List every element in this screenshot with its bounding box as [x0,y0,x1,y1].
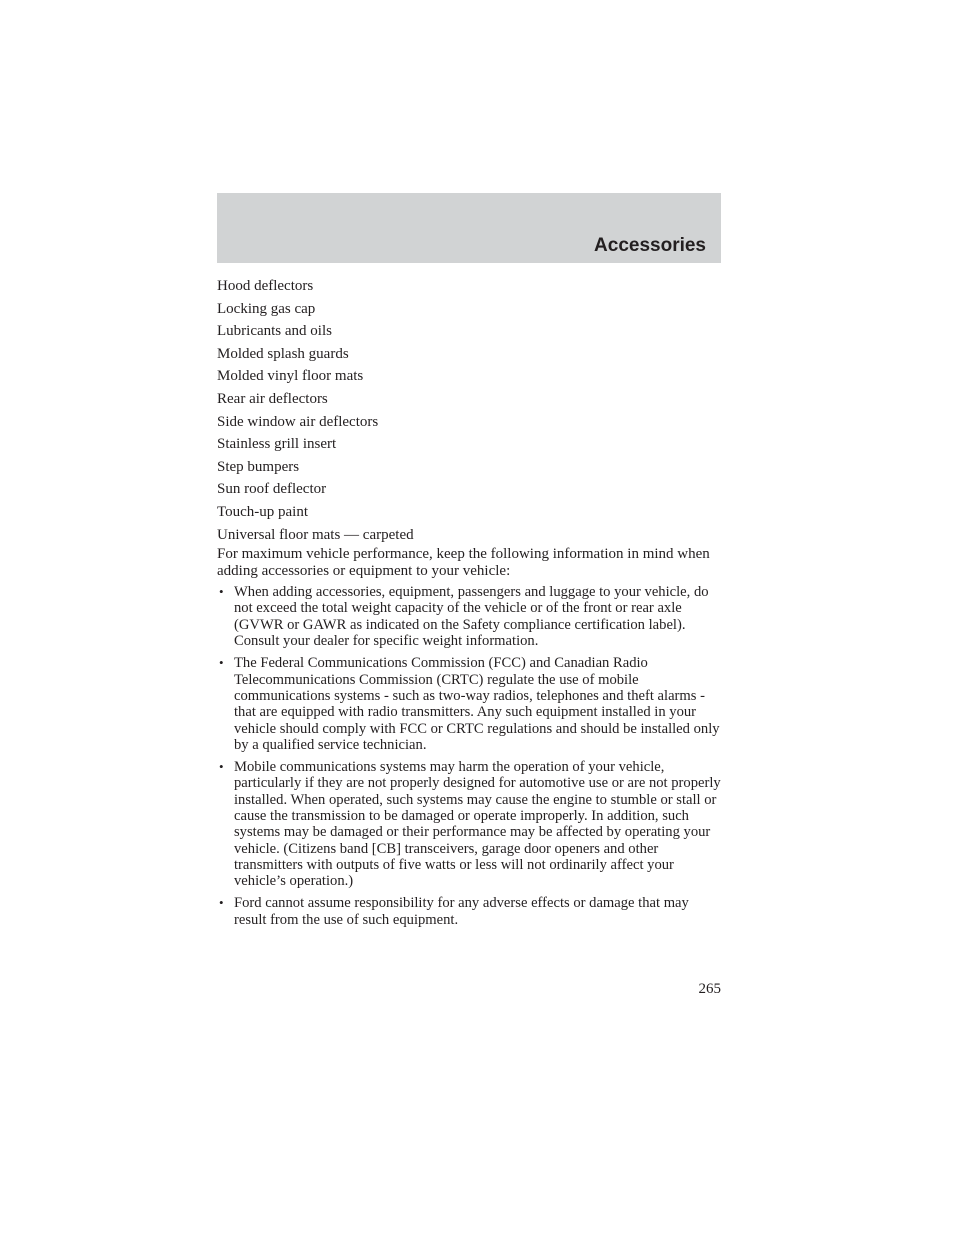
accessory-item: Molded splash guards [217,345,349,362]
accessory-list [217,275,723,546]
page-content [217,275,723,934]
page-number: 265 [698,981,721,997]
accessory-item: Locking gas cap [217,300,316,317]
guideline-text: Ford cannot assume responsibility for any adverse effects or damage that may result from the use of such equipment. [234,895,689,928]
accessory-item: Step bumpers [217,458,300,475]
guideline-item [217,655,723,753]
bullet-icon: • [219,584,224,600]
accessory-item: Sun roof deflector [217,481,327,498]
accessory-item: Hood deflectors [217,278,314,294]
intro-paragraph: For maximum vehicle performance, keep the following information in mind when adding accessories or equipment to your vehicle: [217,546,710,579]
guideline-text: Mobile communications systems may harm the operation of your vehicle, particularly if they are not properly designed for automotive use or are not properly installed. When operated, such systems may cause the engine to stumble or stall or cause the transmission to be damaged or operate improperly. In addition, such systems may be damaged or their performance may be affected by operating your vehicle. (Citizens band [CB] transceivers, garage door openers and other transmitters with outputs of five watts or less will not ordinarily affect your vehicle’s operation.) [234,759,721,890]
guideline-item [217,895,723,928]
accessory-item: Lubricants and oils [217,323,332,340]
guideline-text: The Federal Communications Commission (FCC) and Canadian Radio Telecommunications Commission (CRTC) regulate the use of mobile communications systems - such as two-way radios, telephones and theft alarms - that are equipped with radio transmitters. Any such equipment installed in your vehicle should comply with FCC or CRTC regulations and should be installed only by a qualified service technician. [234,655,720,753]
accessory-item: Touch-up paint [217,503,309,520]
section-title: Accessories [594,235,706,256]
accessory-item: Side window air deflectors [217,413,379,430]
bullet-icon: • [219,655,224,671]
guideline-item [217,584,723,649]
guidelines-list [217,584,723,928]
guideline-item [217,759,723,889]
section-header-band [217,193,721,263]
accessory-item: Rear air deflectors [217,390,328,407]
accessory-item: Stainless grill insert [217,436,337,453]
bullet-icon: • [219,895,224,911]
accessory-item: Universal floor mats — carpeted [217,526,414,543]
bullet-icon: • [219,759,224,775]
accessory-item: Molded vinyl floor mats [217,368,364,385]
guideline-text: When adding accessories, equipment, passengers and luggage to your vehicle, do not exceed the total weight capacity of the vehicle or of the front or rear axle (GVWR or GAWR as indicated on the Safety compliance certification label). Consult your dealer for specific weight information. [234,584,709,650]
